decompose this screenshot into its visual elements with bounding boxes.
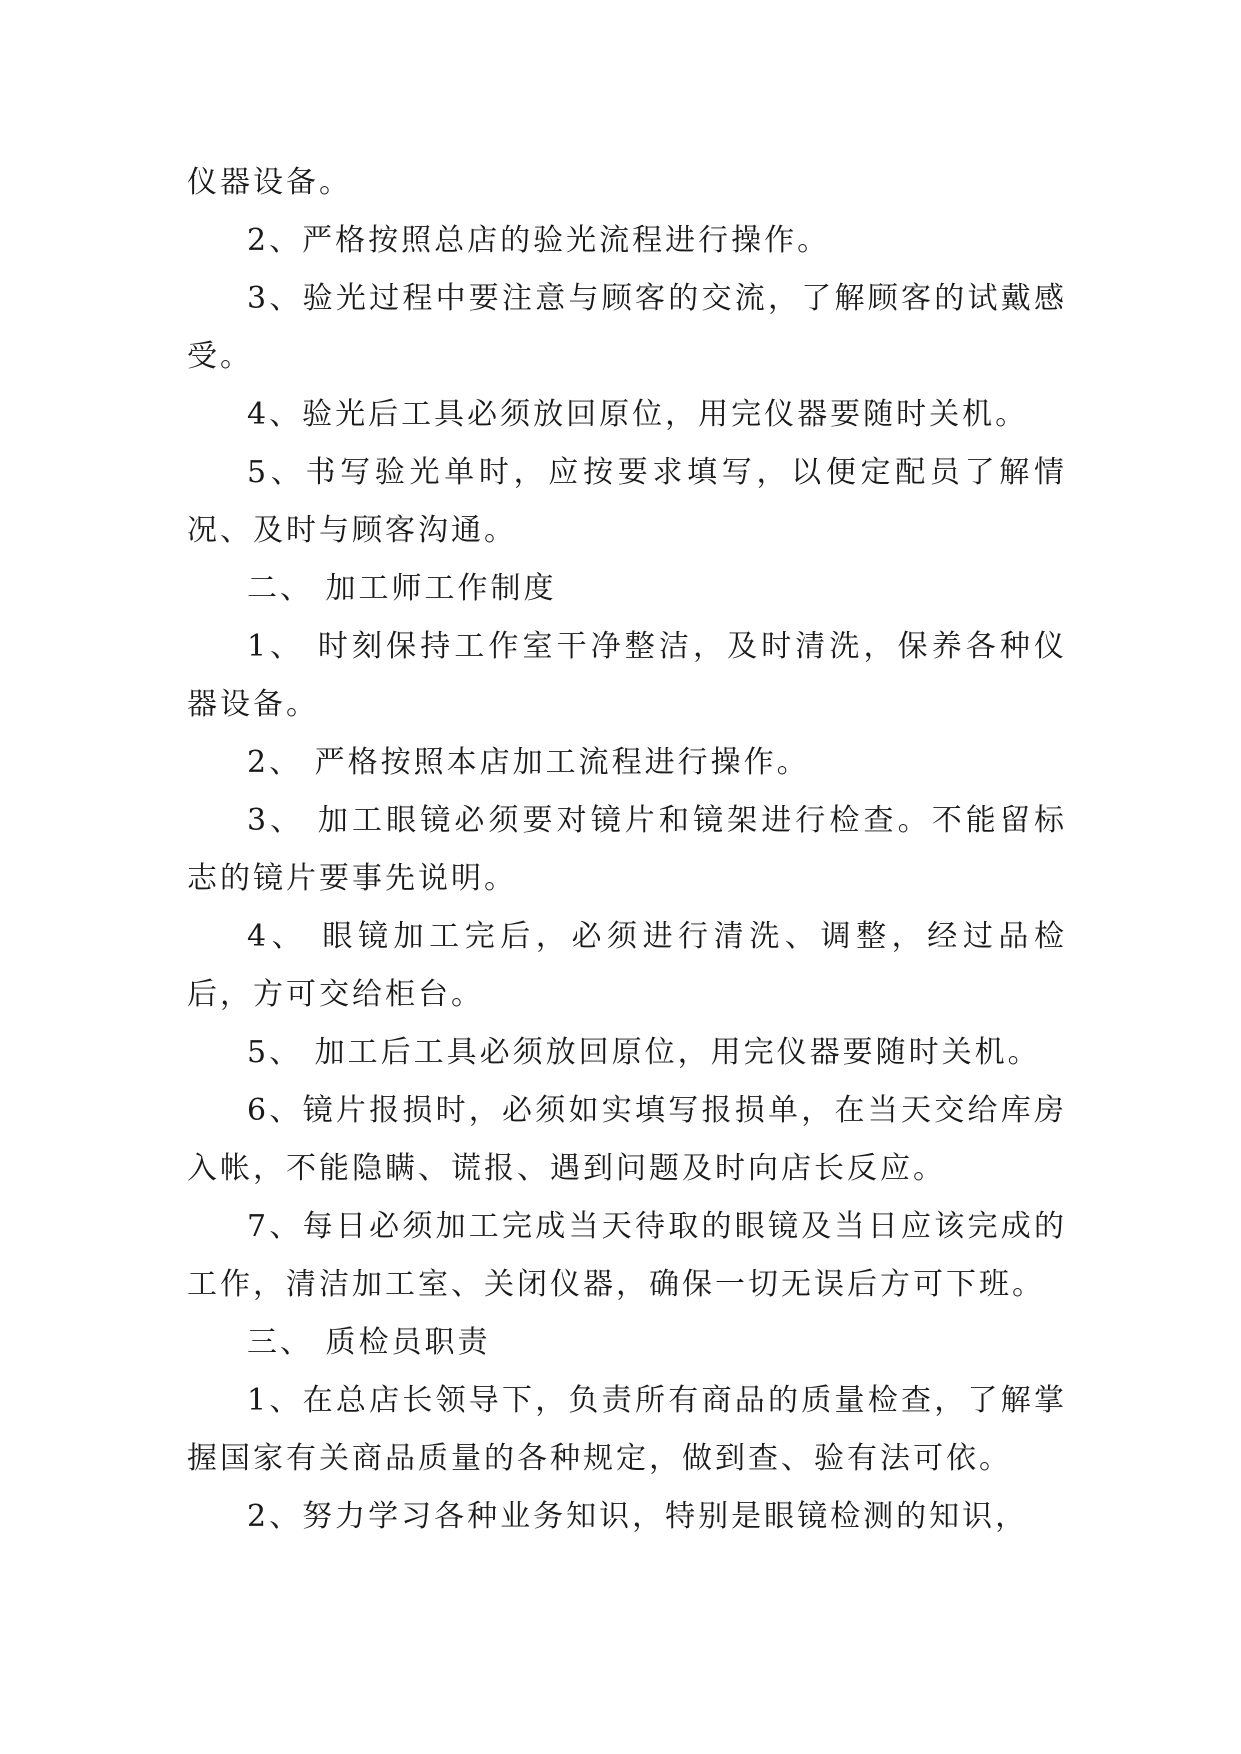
paragraph-item: 4、 眼镜加工完后，必须进行清洗、调整，经过品检后，方可交给柜台。: [187, 919, 1067, 1012]
paragraph-item: 3、验光过程中要注意与顾客的交流，了解顾客的试戴感受。: [187, 281, 1067, 374]
paragraph-item: 2、 严格按照本店加工流程进行操作。: [247, 745, 810, 780]
paragraph-item: 3、 加工眼镜必须要对镜片和镜架进行检查。不能留标志的镜片要事先说明。: [187, 803, 1067, 896]
paragraph-continuation: 仪器设备。: [187, 165, 352, 200]
paragraph-item: 4、验光后工具必须放回原位，用完仪器要随时关机。: [247, 397, 1029, 432]
paragraph-item: 1、 时刻保持工作室干净整洁，及时清洗，保养各种仪器设备。: [187, 629, 1067, 722]
section-heading: 三、 质检员职责: [247, 1325, 491, 1360]
paragraph-item: 2、严格按照总店的验光流程进行操作。: [247, 223, 831, 258]
paragraph-item: 2、努力学习各种业务知识，特别是眼镜检测的知识，: [247, 1499, 1029, 1534]
section-heading: 二、 加工师工作制度: [247, 571, 557, 606]
paragraph-item: 5、书写验光单时，应按要求填写，以便定配员了解情况、及时与顾客沟通。: [187, 455, 1067, 548]
paragraph-item: 5、 加工后工具必须放回原位，用完仪器要随时关机。: [247, 1035, 1041, 1070]
document-body: [187, 154, 1067, 1546]
paragraph-item: 6、镜片报损时，必须如实填写报损单，在当天交给库房入帐，不能隐瞒、谎报、遇到问题及时向店长反应。: [187, 1093, 1067, 1186]
paragraph-item: 7、每日必须加工完成当天待取的眼镜及当日应该完成的工作，清洁加工室、关闭仪器，确保一切无误后方可下班。: [187, 1209, 1067, 1302]
paragraph-item: 1、在总店长领导下，负责所有商品的质量检查，了解掌握国家有关商品质量的各种规定，做到查、验有法可依。: [187, 1383, 1067, 1476]
